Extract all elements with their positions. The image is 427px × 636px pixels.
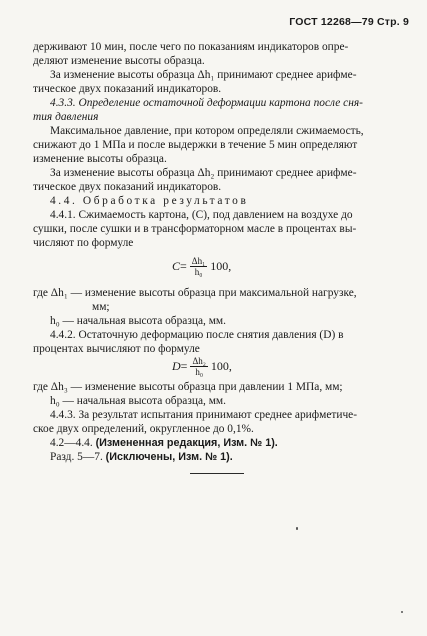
text-line: h₀ — начальная высота образца, мм. xyxy=(50,315,226,327)
scan-speck xyxy=(296,527,298,530)
formula-numerator: Δh₁ xyxy=(191,256,206,266)
text-line: где Δh₁ — изменение высоты образца при максимальной нагрузке, xyxy=(33,287,357,299)
formula-fraction xyxy=(190,256,207,277)
text-line: h₀ — начальная высота образца, мм. xyxy=(50,395,226,407)
text-line: 4.4.2. Остаточную деформацию после снятия давления (D) в xyxy=(50,329,344,341)
formula-eq: = xyxy=(180,359,188,373)
scan-speck xyxy=(401,611,403,613)
formula-numerator: Δh₂ xyxy=(192,356,206,366)
text-line: 4.4.3. За результат испытания принимают среднее арифметиче- xyxy=(50,409,358,421)
formula-compressibility xyxy=(172,256,231,277)
text-line: где Δh₃ — изменение высоты образца при давлении 1 МПа, мм; xyxy=(33,381,343,393)
amendment-note xyxy=(50,437,278,450)
amendment-text: (Исключены, Изм. № 1). xyxy=(105,451,233,463)
text-line: За изменение высоты образца Δh₁ принимают среднее арифме- xyxy=(50,69,357,81)
formula-denominator: h₀ xyxy=(194,267,203,277)
text-line: держивают 10 мин, после чего по показаниям индикаторов опре- xyxy=(33,41,349,53)
formula-lhs: C xyxy=(172,259,181,273)
formula-denominator: h₀ xyxy=(195,367,203,377)
text-line: снижают до 1 МПа и после выдержки в течение 5 мин определяют xyxy=(33,139,358,151)
text-line: Максимальное давление, при котором определяли сжимаемость, xyxy=(50,125,364,137)
text-line: процентах вычисляют по формуле xyxy=(33,343,200,355)
formula-residual-deformation xyxy=(172,356,232,377)
amendment-ref: Разд. 5—7. xyxy=(50,451,106,463)
text-line: изменение высоты образца. xyxy=(33,153,167,165)
amendment-text: (Измененная редакция, Изм. № 1). xyxy=(95,437,278,449)
amendment-ref: 4.2—4.4. xyxy=(50,437,96,449)
section-heading-cont: тия давления xyxy=(33,111,99,123)
formula-fraction xyxy=(190,356,207,377)
formula-rhs: 100, xyxy=(210,259,232,273)
formula-lhs: D xyxy=(172,359,181,373)
text-line: 4.4.1. Сжимаемость картона, (C), под давлением на воздухе до xyxy=(50,209,353,221)
page-header: ГОСТ 12268—79 Стр. 9 xyxy=(289,16,409,28)
text-line: мм; xyxy=(92,301,110,313)
amendment-note xyxy=(50,451,233,464)
text-line: тическое двух показаний индикаторов. xyxy=(33,83,222,95)
text-line: тическое двух показаний индикаторов. xyxy=(33,181,222,193)
text-line: числяют по формуле xyxy=(33,237,134,249)
formula-rhs: 100, xyxy=(210,359,232,373)
section-heading: 4.3.3. Определение остаточной деформации картона после сня- xyxy=(50,97,363,109)
text-line: ское двух определений, округленное до 0,1%. xyxy=(33,423,254,435)
section-title: 4.4. Обработка результатов xyxy=(50,195,249,207)
text-line: За изменение высоты образца Δh₂ принимают среднее арифме- xyxy=(50,167,357,179)
section-divider xyxy=(190,473,244,474)
formula-eq: = xyxy=(180,259,187,273)
text-line: сушки, после сушки и в трансформаторном масле в процентах вы- xyxy=(33,223,357,235)
text-line: деляют изменение высоты образца. xyxy=(33,55,205,67)
